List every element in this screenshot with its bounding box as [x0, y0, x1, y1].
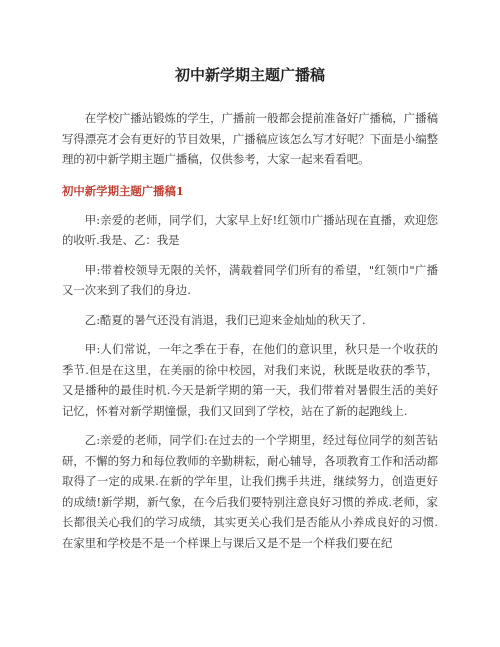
section-heading: 初中新学期主题广播稿1 [62, 183, 184, 198]
body-paragraph: 甲:亲爱的老师，同学们，大家早上好!红领巾广播站现在直播，欢迎您的收听.我是、乙：我是 [62, 212, 438, 247]
body-paragraph: 甲:带着校领导无限的关怀，满载着同学们所有的希望，"红领巾"广播又一次来到了我们的身边. [62, 262, 438, 297]
body-paragraph: 乙:酷夏的暑气还没有消退，我们已迎来金灿灿的秋天了. [84, 312, 366, 327]
document-title: 初中新学期主题广播稿 [174, 66, 325, 84]
body-paragraph: 甲:人们常说，一年之季在于春，在他们的意识里，秋只是一个收获的季节.但是在这里，在美丽的徐中校园，对我们来说，秋既是收获的季节，又是播种的最佳时机.今天是新学期的第一天，我们带着对暑假生活的美好记忆，怀着对新学期憧憬，我们又回到了学校，站在了新的起跑线上. [62, 342, 438, 418]
intro-paragraph: 在学校广播站锻炼的学生，广播前一般都会提前准备好广播稿，广播稿写得漂亮才会有更好的节目效果，广播稿应该怎么写才好呢？下面是小编整理的初中新学期主题广播稿，仅供参考，大家一起来看看吧。 [62, 111, 438, 166]
body-paragraph: 乙:亲爱的老师，同学们:在过去的一个学期里，经过每位同学的刻苦钻研，不懈的努力和每位教师的辛勤耕耘，耐心辅导，各项教育工作和活动都取得了一定的成果.在新的学年里，让我们携手共进，继续努力，创造更好的成绩!新学期，新气象，在今后我们要特别注意良好习惯的养成.老师，家长都很关心我们的学习成绩，其实更关心我们是否能从小养成良好的习惯.在家里和学校是不是一个样课上与课后又是不是一个样我们要在纪 [62, 433, 438, 550]
